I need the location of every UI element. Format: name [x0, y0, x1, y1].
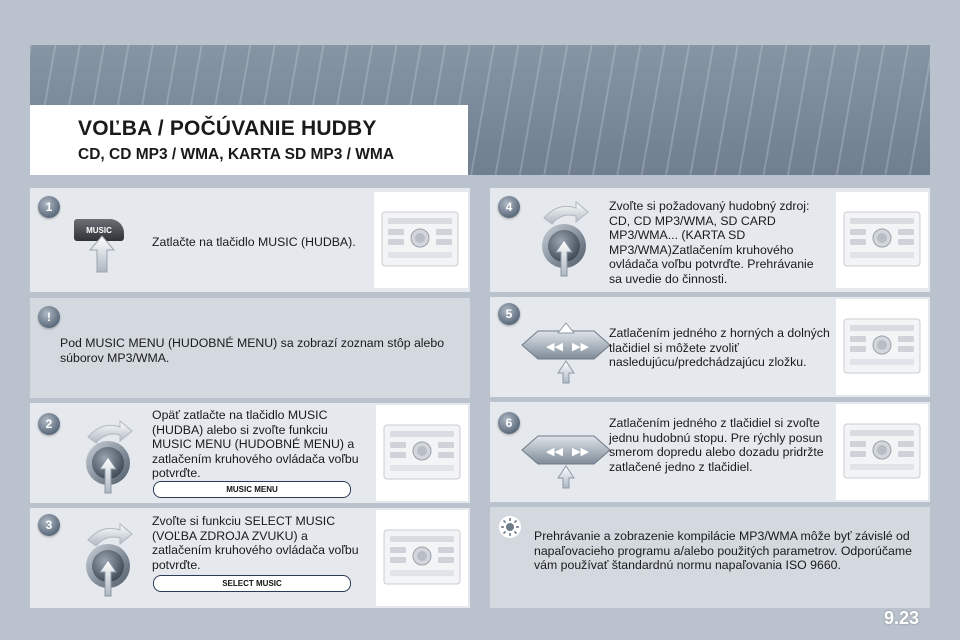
step-2-text: Opäť zatlačte na tlačidlo MUSIC (HUDBA) alebo si zvoľte funkciu MUSIC MENU (HUDOBNÉ MENU) a zatlačením kruhového ovládača voľbu potvrďte. — [152, 408, 359, 480]
step-3-panel — [30, 508, 470, 608]
step-5-text: Zatlačením jedného z horných a dolných tlačidiel si môžete zvoliť nasledujúcu/predchádzajúcu zložku. — [609, 326, 830, 369]
step-6-panel — [490, 402, 930, 502]
page-number: 9.23 — [884, 608, 920, 628]
radio-thumbnail — [376, 510, 468, 606]
warning-icon: ! — [38, 306, 60, 328]
step-5-badge: 5 — [498, 303, 520, 325]
step-6-badge: 6 — [498, 412, 520, 434]
step-3-badge: 3 — [38, 514, 60, 536]
navigation-pad-icon — [520, 321, 612, 385]
page-title: VOĽBA / POČÚVANIE HUDBY — [78, 117, 377, 140]
tip-panel — [490, 507, 930, 608]
step-1-text: Zatlačte na tlačidlo MUSIC (HUDBA). — [152, 235, 356, 249]
rotary-knob-icon — [80, 417, 136, 495]
radio-thumbnail — [374, 192, 468, 288]
radio-thumbnail — [836, 192, 928, 288]
svg-text:◀◀: ◀◀ — [546, 445, 563, 458]
step-2-panel — [30, 403, 470, 503]
step-5-panel — [490, 297, 930, 397]
step-1-panel — [30, 188, 470, 292]
rotary-knob-icon — [80, 520, 136, 598]
music-button-icon: MUSIC — [74, 219, 124, 241]
title-box — [30, 105, 468, 175]
step-4-text: Zvoľte si požadovaný hudobný zdroj: CD, CD MP3/WMA, SD CARD MP3/WMA... (KARTA SD MP3/WMA)Zatlačením kruhového ovládača voľbu potvrďte. Prehrávanie sa uvedie do činnosti. — [609, 199, 814, 286]
step-4-panel — [490, 188, 930, 292]
step-6-text: Zatlačením jedného z tlačidiel si zvoľte jednu hudobnú stopu. Pre rýchly posun smerom dopredu alebo dozadu pridržte zatlačené jedno z tlačidiel. — [609, 416, 824, 474]
press-arrow-icon — [88, 234, 116, 274]
svg-text:▶▶: ▶▶ — [572, 340, 589, 353]
tip-text: Prehrávanie a zobrazenie kompilácie MP3/WMA môže byť závislé od napaľovacieho programu a/alebo použitých parametrov. Odporúčame vám používať štandardnú normu napaľovania ISO 9660. — [534, 529, 912, 572]
radio-thumbnail — [836, 299, 928, 395]
page-subtitle: CD, CD MP3 / WMA, KARTA SD MP3 / WMA — [78, 146, 395, 163]
step-3-text: Zvoľte si funkciu SELECT MUSIC (VOĽBA ZDROJA ZVUKU) a zatlačením kruhového ovládača voľbu potvrďte. — [152, 514, 359, 572]
warning-panel — [30, 298, 470, 398]
rotary-knob-icon — [536, 198, 592, 278]
select-music-label: SELECT MUSIC — [153, 575, 351, 592]
radio-thumbnail — [376, 405, 468, 501]
step-1-badge: 1 — [38, 196, 60, 218]
warning-text: Pod MUSIC MENU (HUDOBNÉ MENU) sa zobrazí zoznam stôp alebo súborov MP3/WMA. — [60, 336, 445, 365]
navigation-pad-icon — [520, 426, 612, 490]
radio-thumbnail — [836, 404, 928, 500]
step-4-badge: 4 — [498, 196, 520, 218]
tip-bulb-icon — [499, 516, 521, 538]
step-2-badge: 2 — [38, 413, 60, 435]
svg-text:▶▶: ▶▶ — [572, 445, 589, 458]
music-menu-label: MUSIC MENU — [153, 481, 351, 498]
svg-text:◀◀: ◀◀ — [546, 340, 563, 353]
